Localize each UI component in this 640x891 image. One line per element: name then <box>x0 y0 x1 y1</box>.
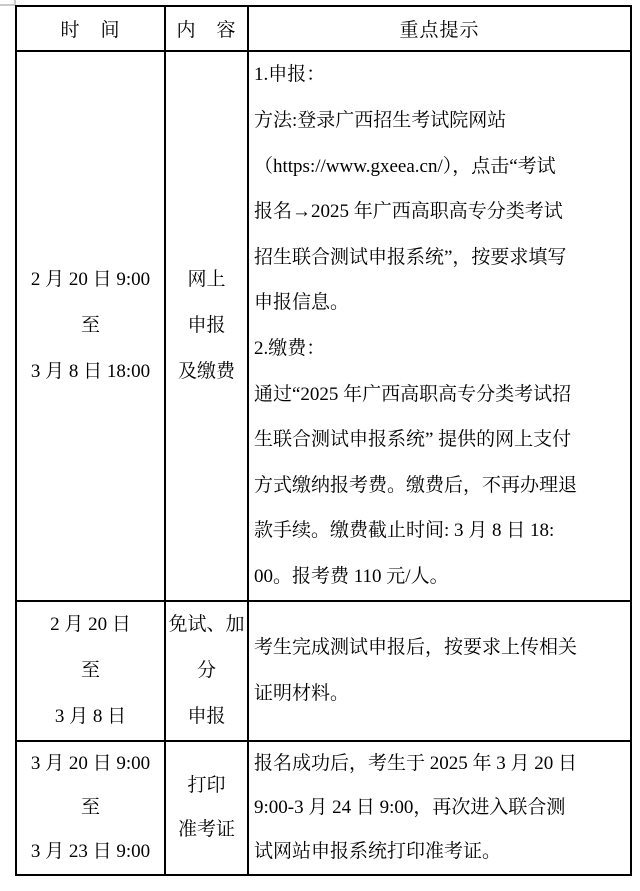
content-cell-row1 <box>165 51 248 601</box>
header-cell-content: 内 容 <box>165 6 248 51</box>
time-line: 2 月 20 日 9:00 <box>30 269 151 290</box>
content-line: 申报 <box>187 706 226 727</box>
time-cell-row2 <box>16 601 165 741</box>
content-line: 申报 <box>187 315 226 336</box>
tips-line: 方式缴纳报考费。缴费后，不再办理退 <box>254 474 578 496</box>
tips-line: 申报信息。 <box>254 292 350 314</box>
content-line: 分 <box>196 660 216 681</box>
tips-line: 招生联合测试申报系统”，按要求填写 <box>254 246 567 268</box>
row-print-admission-ticket <box>16 741 631 875</box>
content-cell-row3 <box>165 741 248 875</box>
tips-line: 证明材料。 <box>254 683 350 704</box>
content-line: 免试、加 <box>168 614 245 635</box>
content-line: 及缴费 <box>177 361 235 382</box>
time-line: 至 <box>80 315 100 336</box>
tips-line: （https://www.gxeea.cn/），点击“考试 <box>254 155 556 177</box>
tips-line: 9:00-3 月 24 日 9:00，再次进入联合测 <box>254 797 566 818</box>
tips-line: 款手续。缴费截止时间: 3 月 8 日 18: <box>254 520 555 542</box>
tips-line: 报名→2025 年广西高职高专分类考试 <box>254 201 563 223</box>
tips-line: 生联合测试申报系统” 提供的网上支付 <box>254 429 572 451</box>
time-line: 至 <box>80 797 100 818</box>
tips-line: 00。报考费 110 元/人。 <box>254 565 449 587</box>
header-cell-time: 时 间 <box>16 6 165 51</box>
tips-line: 2.缴费： <box>254 338 326 359</box>
header-row <box>16 6 631 51</box>
tips-line: 报名成功后，考生于 2025 年 3 月 20 日 <box>254 753 578 774</box>
time-line: 3 月 20 日 9:00 <box>30 753 151 774</box>
header-cell-tips: 重点提示 <box>248 6 631 51</box>
tips-line: 1.申报： <box>254 64 326 86</box>
content-cell-row2 <box>165 601 248 741</box>
tips-cell-row3 <box>248 741 631 875</box>
tips-line: 考生完成测试申报后，按要求上传相关 <box>254 637 578 658</box>
time-line: 3 月 8 日 18:00 <box>30 361 151 382</box>
tips-cell-row1 <box>248 51 631 601</box>
time-line: 3 月 8 日 <box>54 706 127 727</box>
tips-line: 方法:登录广西招生考试院网站 <box>254 110 507 132</box>
row-online-application <box>16 51 631 601</box>
exam-schedule-table <box>15 5 632 876</box>
content-line: 网上 <box>187 269 226 290</box>
tips-cell-row2 <box>248 601 631 741</box>
time-line: 至 <box>80 660 100 681</box>
time-cell-row1 <box>16 51 165 601</box>
time-line: 2 月 20 日 <box>50 614 131 635</box>
time-cell-row3 <box>16 741 165 875</box>
tips-line: 通过“2025 年广西高职高专分类考试招 <box>254 383 572 405</box>
content-line: 准考证 <box>177 819 235 840</box>
time-line: 3 月 23 日 9:00 <box>30 841 151 862</box>
tips-line: 试网站申报系统打印准考证。 <box>254 841 502 862</box>
content-line: 打印 <box>187 775 226 796</box>
row-exemption-bonus <box>16 601 631 741</box>
